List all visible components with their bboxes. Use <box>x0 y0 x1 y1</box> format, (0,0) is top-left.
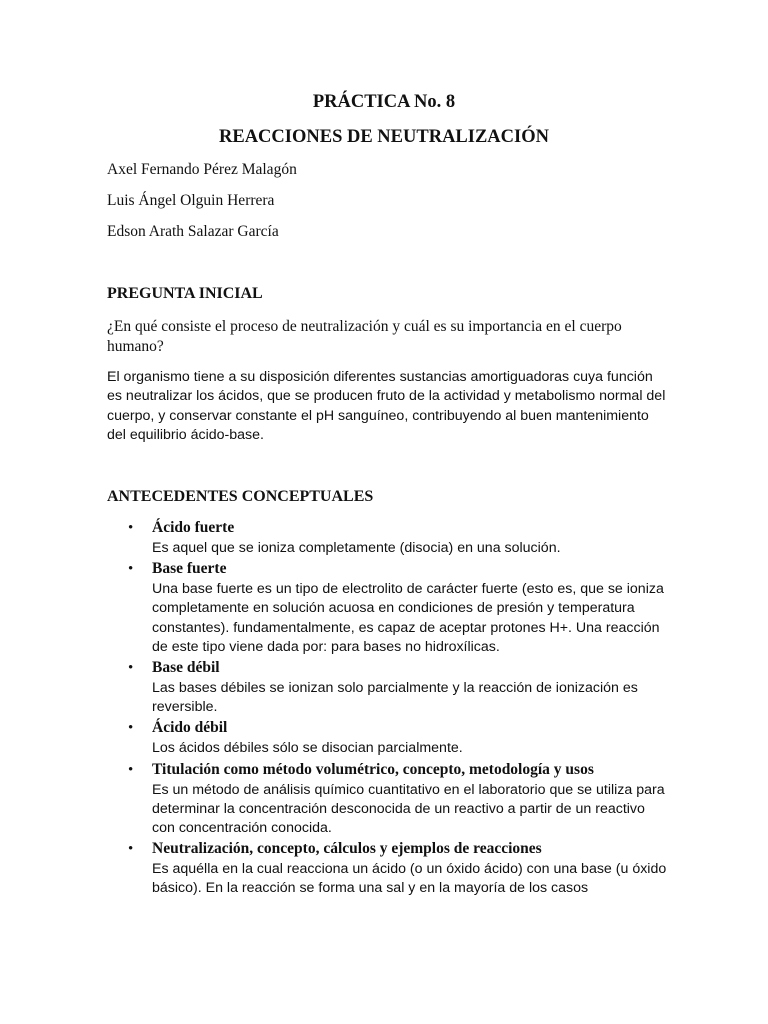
section-heading-initial-question: PREGUNTA INICIAL <box>107 285 263 302</box>
list-item <box>107 717 667 758</box>
concept-definition: Una base fuerte es un tipo de electrolito de carácter fuerte (esto es, que se ioniza completamente en solución acuosa en condiciones de presión y temperatura constantes). fundamentalmente, es capaz de aceptar protones H+. Una reacción de este tipo viene dada por: para bases no hidroxílicas. <box>152 581 664 655</box>
concept-term: Neutralización, concepto, cálculos y ejemplos de reacciones <box>152 840 542 858</box>
list-item <box>107 657 667 717</box>
concept-term: Base débil <box>152 659 220 677</box>
document-subtitle: REACCIONES DE NEUTRALIZACIÓN <box>219 127 549 147</box>
initial-question-answer: El organismo tiene a su disposición diferentes sustancias amortiguadoras cuya función es neutralizar los ácidos, que se producen fruto de la actividad y metabolismo normal del cuerpo, y conservar constante el pH sanguíneo, contribuyendo al buen mantenimiento del equilibrio ácido-base. <box>107 369 666 444</box>
concept-term: Base fuerte <box>152 560 227 578</box>
author-name: Luis Ángel Olguin Herrera <box>107 192 275 209</box>
concept-definition: Es aquel que se ioniza completamente (disocia) en una solución. <box>152 540 561 556</box>
bullet-icon: • <box>128 761 134 778</box>
concept-definition: Las bases débiles se ionizan solo parcialmente y la reacción de ionización es reversible. <box>152 680 638 716</box>
bullet-icon: • <box>128 561 134 578</box>
author-name: Axel Fernando Pérez Malagón <box>107 161 297 178</box>
list-item <box>107 558 667 657</box>
list-item <box>107 517 667 558</box>
concept-term: Titulación como método volumétrico, concepto, metodología y usos <box>152 760 594 778</box>
bullet-icon: • <box>128 841 134 858</box>
concept-list <box>107 517 667 899</box>
bullet-icon: • <box>128 660 134 677</box>
concept-definition: Es un método de análisis químico cuantitativo en el laboratorio que se utiliza para determinar la concentración desconocida de un reactivo a partir de un reactivo con concentración conocida. <box>152 781 665 837</box>
concept-definition: Es aquélla en la cual reacciona un ácido (o un óxido ácido) con una base (u óxido básico). En la reacción se forma una sal y en la mayoría de los casos <box>152 861 667 897</box>
section-heading-background: ANTECEDENTES CONCEPTUALES <box>107 488 374 505</box>
concept-term: Ácido fuerte <box>152 519 235 536</box>
initial-question-text: ¿En qué consiste el proceso de neutralización y cuál es su importancia en el cuerpo humano? <box>107 318 622 355</box>
bullet-icon: • <box>128 720 134 737</box>
list-item <box>107 759 667 839</box>
document-title: PRÁCTICA No. 8 <box>312 92 456 112</box>
bullet-icon: • <box>128 520 134 536</box>
list-item <box>107 838 667 898</box>
concept-definition: Los ácidos débiles sólo se disocian parcialmente. <box>152 740 463 757</box>
concept-term: Ácido débil <box>152 719 228 737</box>
author-name: Edson Arath Salazar García <box>107 223 279 240</box>
